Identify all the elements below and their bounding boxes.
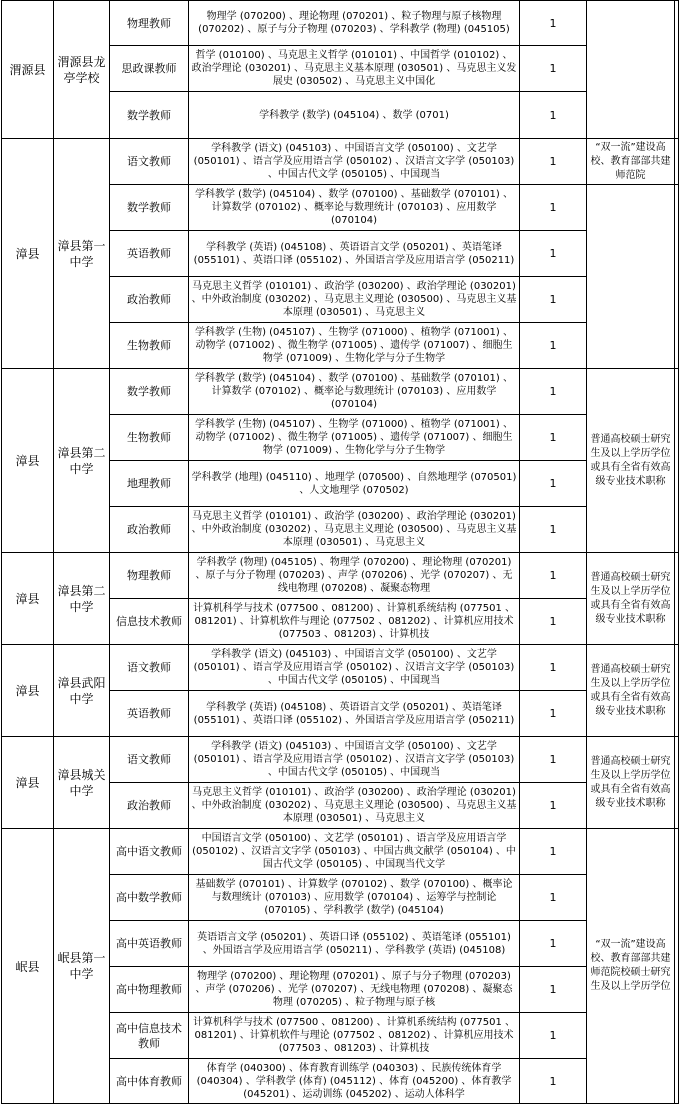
requirement-cell: 普通高校硕士研究生及以上学历学位或具有全省有效高级专业技术职称 [587,553,675,645]
majors-cell: 学科教学 (生物) (045107) 、生物学 (071000) 、植物学 (071001) 、动物学 (071002) 、微生物学 (071005) 、遗传学 (071007) 、细胞生物学 (071009) 、生物化学与分子生物学 [189,323,520,369]
school-cell: 漳县第二中学 [54,369,110,553]
requirement-cell: “双一流”建设高校、教育部部共建师范院 [587,139,675,185]
majors-cell: 学科教学 (生物) (045107) 、生物学 (071000) 、植物学 (071001) 、动物学 (071002) 、微生物学 (071005) 、遗传学 (071007) 、细胞生物学 (071009) 、生物化学与分子生物学 [189,415,520,461]
majors-cell: 马克思主义哲学 (010101) 、政治学 (030200) 、政治学理论 (030201) 、中外政治制度 (030202) 、马克思主义理论 (030500) 、马克思主义基本原理 (030501) 、马克思主义 [189,507,520,553]
position-cell: 数学教师 [110,92,189,139]
majors-cell: 物理学 (070200) 、理论物理 (070201) 、原子与分子物理 (070203) 、声学 (070206) 、光学 (070207) 、无线电物理 (070208) 、凝聚态物理 (070205) 、粒子物理与原子核 [189,967,520,1013]
count-cell: 1 [520,645,587,691]
majors-cell: 学科教学 (语文) (045103) 、中国语言文学 (050100) 、文艺学 (050101) 、语言学及应用语言学 (050102) 、汉语言文字学 (050103) 、中国古代文学 (050105) 、中国现当 [189,737,520,783]
county-cell: 漳县 [2,553,54,645]
majors-cell: 学科教学 (英语) (045108) 、英语语言文学 (050201) 、英语笔译 (055101) 、英语口译 (055102) 、外国语言学及应用语言学 (050211) [189,231,520,277]
requirement-cell: 普通高校硕士研究生及以上学历学位或具有全省有效高级专业技术职称 [587,645,675,737]
position-cell: 数学教师 [110,185,189,231]
position-cell: 高中英语教师 [110,921,189,967]
table-row [2,645,679,691]
count-cell: 1 [520,921,587,967]
county-cell: 渭源县 [2,1,54,139]
table-row [2,737,679,783]
majors-cell: 马克思主义哲学 (010101) 、政治学 (030200) 、政治学理论 (030201) 、中外政治制度 (030202) 、马克思主义理论 (030500) 、马克思主义基本原理 (030501) 、马克思主义 [189,277,520,323]
count-cell: 1 [520,967,587,1013]
count-cell: 1 [520,553,587,599]
note-cell [675,645,679,737]
count-cell: 1 [520,461,587,507]
majors-cell: 学科教学 (英语) (045108) 、英语语言文学 (050201) 、英语笔译 (055101) 、英语口译 (055102) 、外国语言学及应用语言学 (050211) [189,691,520,737]
position-cell: 高中体育教师 [110,1059,189,1104]
position-cell: 英语教师 [110,231,189,277]
table-row [2,369,679,415]
position-cell: 信息技术教师 [110,599,189,645]
school-cell: 漳县城关中学 [54,737,110,829]
majors-cell: 学科教学 (数学) (045104) 、数学 (070100) 、基础数学 (070101) 、计算数学 (070102) 、概率论与数理统计 (070103) 、应用数学 (070104) [189,369,520,415]
majors-cell: 学科教学 (语文) (045103) 、中国语言文学 (050100) 、文艺学 (050101) 、语言学及应用语言学 (050102) 、汉语言文字学 (050103) 、中国古代文学 (050105) 、中国现当 [189,139,520,185]
majors-cell: 计算机科学与技术 (077500 、081200) 、计算机系统结构 (077501 、081201) 、计算机软件与理论 (077502 、081202) 、计算机应用技术 (077503 、081203) 、计算机技 [189,599,520,645]
position-cell: 高中物理教师 [110,967,189,1013]
note-cell [675,369,679,553]
table-row [2,139,679,185]
position-cell: 语文教师 [110,645,189,691]
school-cell: 漳县第一中学 [54,139,110,369]
note-cell [675,185,679,369]
requirement-cell [587,185,675,369]
recruitment-table [1,0,679,1104]
majors-cell: 中国语言文学 (050100) 、文艺学 (050101) 、语言学及应用语言学 (050102) 、汉语言文字学 (050103) 、中国古典文献学 (050104) 、中国古代文学 (050105) 、中国现当代文学 [189,829,520,875]
note-cell [675,737,679,829]
county-cell: 漳县 [2,139,54,369]
position-cell: 语文教师 [110,139,189,185]
count-cell: 1 [520,369,587,415]
note-cell [675,829,679,1104]
position-cell: 英语教师 [110,691,189,737]
county-cell: 岷县 [2,829,54,1104]
position-cell: 高中数学教师 [110,875,189,921]
majors-cell: 学科教学 (物理) (045105) 、物理学 (070200) 、理论物理 (070201) 、原子与分子物理 (070203) 、声学 (070206) 、光学 (070207) 、无线电物理 (070208) 、凝聚态物理 [189,553,520,599]
count-cell: 1 [520,323,587,369]
majors-cell: 物理学 (070200) 、理论物理 (070201) 、粒子物理与原子核物理 (070202) 、原子与分子物理 (070203) 、学科教学 (物理) (045105) [189,1,520,46]
requirement-cell: 普通高校硕士研究生及以上学历学位或具有全省有效高级专业技术职称 [587,369,675,553]
count-cell: 1 [520,507,587,553]
position-cell: 高中信息技术教师 [110,1013,189,1059]
count-cell: 1 [520,1013,587,1059]
majors-cell: 学科教学 (语文) (045103) 、中国语言文学 (050100) 、文艺学 (050101) 、语言学及应用语言学 (050102) 、汉语言文字学 (050103) 、中国古代文学 (050105) 、中国现当 [189,645,520,691]
county-cell: 漳县 [2,737,54,829]
county-cell: 漳县 [2,645,54,737]
count-cell: 1 [520,46,587,92]
position-cell: 数学教师 [110,369,189,415]
school-cell: 漳县第二中学 [54,553,110,645]
majors-cell: 学科教学 (地理) (045110) 、地理学 (070500) 、自然地理学 (070501) 、人文地理学 (070502) [189,461,520,507]
position-cell: 政治教师 [110,783,189,829]
majors-cell: 哲学 (010100) 、马克思主义哲学 (010101) 、中国哲学 (010102) 、政治学理论 (030201) 、马克思主义基本原理 (030501) 、马克思主义发展史 (030502) 、马克思主义中国化 [189,46,520,92]
count-cell: 1 [520,829,587,875]
note-cell [675,139,679,185]
school-cell: 岷县第一中学 [54,829,110,1104]
table-row [2,553,679,599]
count-cell: 1 [520,691,587,737]
count-cell: 1 [520,415,587,461]
count-cell: 1 [520,875,587,921]
count-cell: 1 [520,92,587,139]
position-cell: 物理教师 [110,553,189,599]
majors-cell: 学科教学 (数学) (045104) 、数学 (070100) 、基础数学 (070101) 、计算数学 (070102) 、概率论与数理统计 (070103) 、应用数学 (070104) [189,185,520,231]
note-cell [675,1,679,139]
requirement-cell: 普通高校硕士研究生及以上学历学位或具有全省有效高级专业技术职称 [587,737,675,829]
position-cell: 地理教师 [110,461,189,507]
position-cell: 语文教师 [110,737,189,783]
count-cell: 1 [520,1059,587,1104]
school-cell: 渭源县龙亭学校 [54,1,110,139]
count-cell: 1 [520,1,587,46]
position-cell: 政治教师 [110,277,189,323]
county-cell: 漳县 [2,369,54,553]
majors-cell: 学科教学 (数学) (045104) 、数学 (0701) [189,92,520,139]
count-cell: 1 [520,737,587,783]
count-cell: 1 [520,277,587,323]
position-cell: 思政课教师 [110,46,189,92]
count-cell: 1 [520,599,587,645]
count-cell: 1 [520,185,587,231]
position-cell: 政治教师 [110,507,189,553]
position-cell: 高中语文教师 [110,829,189,875]
majors-cell: 英语语言文学 (050201) 、英语口译 (055102) 、英语笔译 (055101) 、外国语言学及应用语言学 (050211) 、学科教学 (英语) (045108) [189,921,520,967]
table-row [2,1,679,46]
position-cell: 生物教师 [110,415,189,461]
majors-cell: 体育学 (040300) 、体育教育训练学 (040303) 、民族传统体育学 (040304) 、学科教学 (体育) (045112) 、体育 (045200) 、体育教学 (045201) 、运动训练 (045202) 、运动人体科学 [189,1059,520,1104]
requirement-cell [587,1,675,139]
note-cell [675,553,679,645]
count-cell: 1 [520,783,587,829]
school-cell: 漳县武阳中学 [54,645,110,737]
count-cell: 1 [520,231,587,277]
majors-cell: 基础数学 (070101) 、计算数学 (070102) 、数学 (070100) 、概率论与数理统计 (070103) 、应用数学 (070104) 、运筹学与控制论 (070105) 、学科教学 (数学) (045104) [189,875,520,921]
position-cell: 物理教师 [110,1,189,46]
requirement-cell: “双一流”建设高校、教育部部共建师范院校硕士研究生及以上学历学位 [587,829,675,1104]
position-cell: 生物教师 [110,323,189,369]
table-row [2,829,679,875]
majors-cell: 计算机科学与技术 (077500 、081200) 、计算机系统结构 (077501 、081201) 、计算机软件与理论 (077502 、081202) 、计算机应用技术 (077503 、081203) 、计算机技 [189,1013,520,1059]
count-cell: 1 [520,139,587,185]
majors-cell: 马克思主义哲学 (010101) 、政治学 (030200) 、政治学理论 (030201) 、中外政治制度 (030202) 、马克思主义理论 (030500) 、马克思主义基本原理 (030501) 、马克思主义 [189,783,520,829]
